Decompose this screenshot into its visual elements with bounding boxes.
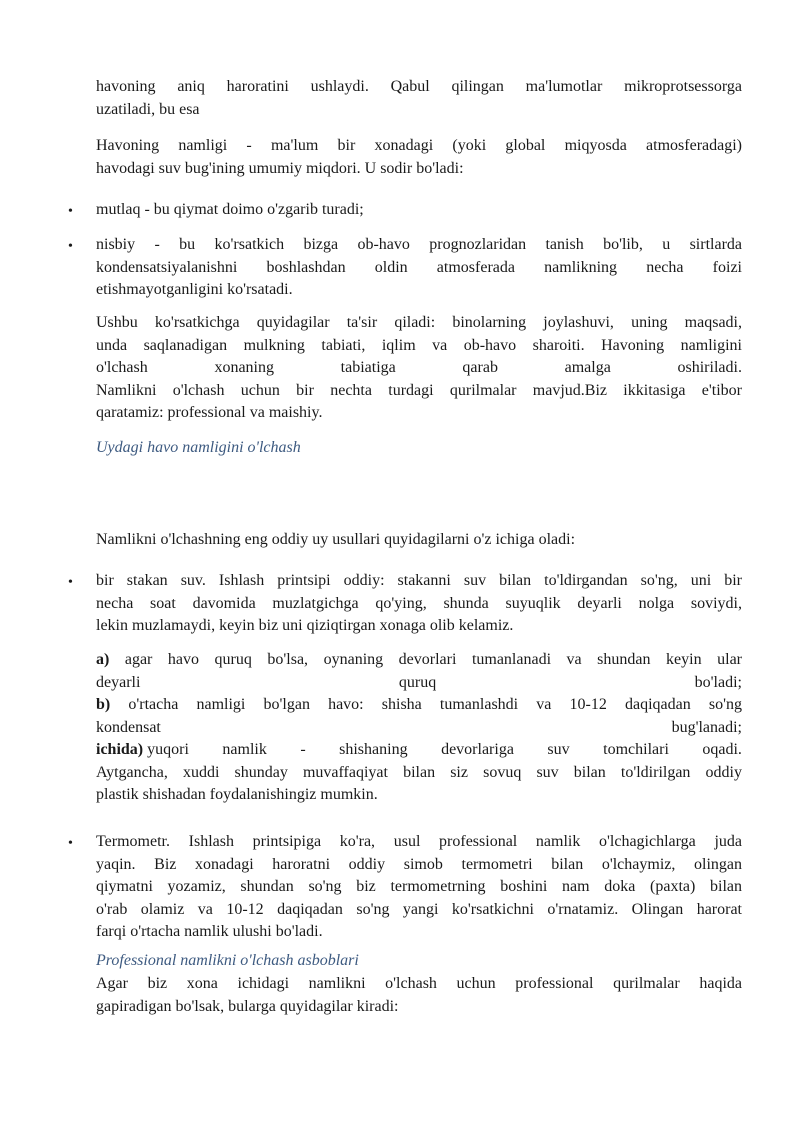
text-line: Ushbu ko'rsatkichga quyidagilar ta'sir qiladi: binolarning joylashuvi, uning maqsadi, bbox=[96, 314, 742, 331]
word: quruq bbox=[398, 673, 437, 691]
text-line: Havoning namligi - ma'lum bir xonadagi (yoki global miqyosda atmosferadagi) bbox=[96, 137, 742, 154]
word: yuqori bbox=[147, 741, 189, 758]
text-a: agar havo quruq bo'lsa, oynaning devorlari tumanlanadi va shundan keyin ular bbox=[109, 651, 742, 668]
word: tabiatiga bbox=[340, 359, 396, 376]
text-line: lekin muzlamaydi, keyin biz uni qiziqtirgan xonaga olib kelamiz. bbox=[96, 617, 514, 634]
text-line: uzatiladi, bu esa bbox=[96, 100, 200, 118]
bullet-marker: • bbox=[68, 204, 73, 219]
text-line: Namlikni o'lchashning eng oddiy uy usullari quyidagilarni o'z ichiga oladi: bbox=[96, 531, 576, 548]
word: - bbox=[300, 741, 306, 758]
bullet-marker: • bbox=[68, 836, 73, 851]
text-line: o'rab olamiz va 10-12 daqiqadan so'ng yangi ko'rsatkichni o'rnatamiz. Olingan harorat bbox=[96, 900, 742, 918]
text-line: Aytgancha, xuddi shunday muvaffaqiyat bilan siz sovuq suv bilan to'ldirilgan oddiy bbox=[96, 763, 742, 781]
text-line-spread bbox=[96, 357, 742, 380]
word: kondensat bbox=[96, 718, 161, 736]
text-line: qaratamiz: professional va maishiy. bbox=[96, 404, 323, 421]
text-line-spread bbox=[96, 739, 742, 762]
text-line: bir stakan suv. Ishlash printsipi oddiy: stakanni suv bilan to'ldirgandan so'ng, uni bir bbox=[96, 572, 742, 589]
bullet-glass-of-water bbox=[96, 570, 742, 638]
text-line: havodagi suv bug'ining umumiy miqdori. U sodir bo'ladi: bbox=[96, 159, 464, 177]
text-line: farqi o'rtacha namlik ulushi bo'ladi. bbox=[96, 923, 323, 940]
text-line-spread bbox=[96, 717, 742, 740]
word: shishaning bbox=[339, 741, 408, 758]
word: deyarli bbox=[96, 673, 141, 691]
word: bug'lanadi; bbox=[671, 718, 742, 736]
bullet-relative bbox=[96, 234, 742, 302]
text-line: kondensatsiyalanishni boshlashdan oldin atmosferada namlikning necha foizi bbox=[96, 258, 742, 276]
text-line bbox=[96, 649, 742, 672]
text-line: yaqin. Biz xonadagi haroratni oddiy simob termometri bilan o'lchaymiz, olingan bbox=[96, 855, 742, 873]
word: bo'ladi; bbox=[694, 673, 742, 691]
bullet-marker: • bbox=[68, 239, 73, 254]
paragraph-intro bbox=[96, 76, 742, 121]
bullet-absolute bbox=[96, 199, 742, 222]
word: xonaning bbox=[214, 359, 274, 376]
word: namlik bbox=[222, 741, 267, 758]
text-line: mutlaq - bu qiymat doimo o'zgarib turadi; bbox=[96, 201, 364, 218]
bullet-thermometer bbox=[96, 831, 742, 944]
word: o'lchash bbox=[96, 359, 148, 376]
word: qarab bbox=[462, 359, 498, 376]
word: oshiriladi. bbox=[677, 359, 742, 376]
text-b: o'rtacha namligi bo'lgan havo: shisha tumanlashdi va 10-12 daqiqadan so'ng bbox=[110, 696, 742, 713]
word: suv bbox=[547, 741, 570, 758]
text-line: gapiradigan bo'lsak, bularga quyidagilar kiradi: bbox=[96, 997, 399, 1015]
text-line: nisbiy - bu ko'rsatkich bizga ob-havo prognozlaridan tanish bo'lib, u sirtlarda bbox=[96, 236, 742, 253]
text-line: plastik shishadan foydalanishingiz mumkin. bbox=[96, 786, 378, 803]
text-line: havoning aniq haroratini ushlaydi. Qabul qilingan ma'lumotlar mikroprotsessorga bbox=[96, 78, 742, 95]
section-heading-professional-tools: Professional namlikni o'lchash asboblari bbox=[96, 952, 359, 969]
paragraph-glass-results bbox=[96, 649, 742, 807]
text-line: etishmayotganligini ko'rsatadi. bbox=[96, 281, 293, 298]
paragraph-factors bbox=[96, 312, 742, 425]
text-line bbox=[96, 694, 742, 717]
text-line: Namlikni o'lchash uchun bir nechta turdagi qurilmalar mavjud.Biz ikkitasiga e'tibor bbox=[96, 381, 742, 399]
text-line: qiymatni yozamiz, shundan so'ng biz termometrning boshini nam doka (paxta) bilan bbox=[96, 878, 742, 895]
label-c: ichida) bbox=[96, 741, 144, 758]
text-line: Termometr. Ishlash printsipiga ko'ra, usul professional namlik o'lchagichlarga juda bbox=[96, 833, 742, 850]
paragraph-professional-intro bbox=[96, 973, 742, 1018]
label-c-group bbox=[96, 739, 189, 762]
paragraph-humidity-definition bbox=[96, 135, 742, 180]
text-line: Agar biz xona ichidagi namlikni o'lchash uchun professional qurilmalar haqida bbox=[96, 975, 742, 992]
text-line-spread bbox=[96, 672, 742, 695]
word: oqadi. bbox=[702, 741, 742, 758]
paragraph-home-methods bbox=[96, 529, 742, 552]
label-b: b) bbox=[96, 696, 111, 713]
text-line: necha soat davomida muzlatgichga qo'ying, shunda suyuqlik deyarli nolga soviydi, bbox=[96, 594, 742, 612]
text-line: unda saqlanadigan mulkning tabiati, iqlim va ob-havo sharoiti. Havoning namligini bbox=[96, 336, 742, 354]
word: amalga bbox=[564, 359, 611, 376]
label-a: a) bbox=[96, 651, 110, 668]
section-heading-home-humidity: Uydagi havo namligini o'lchash bbox=[96, 439, 301, 456]
bullet-marker: • bbox=[68, 575, 73, 590]
word: devorlariga bbox=[441, 741, 514, 758]
word: tomchilari bbox=[603, 741, 669, 758]
